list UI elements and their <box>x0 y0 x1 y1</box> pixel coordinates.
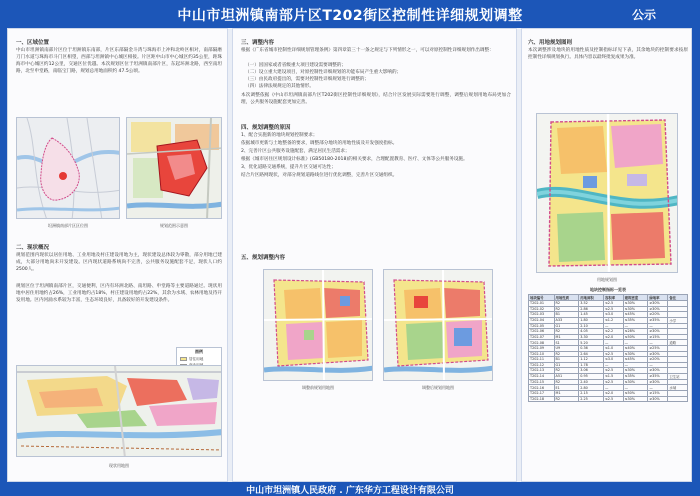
list-item: （一）因国家或者省级重大项目建设需要调整的； <box>245 63 347 68</box>
table-cell: T202-05 <box>529 323 555 329</box>
notice-label: 公示 <box>631 8 656 22</box>
location-map <box>16 117 120 219</box>
legend-title: 图例 <box>195 349 203 354</box>
table-cell: ≤2.5 <box>603 396 623 402</box>
table-cell: ≤40% <box>623 346 648 352</box>
table-cell: 小学 <box>668 317 688 323</box>
list-item: 结合片区路网现状，对部分规划道路线位进行优化调整，完善片区交通组织。 <box>241 173 398 178</box>
list-item: 3、优化道路交通系统，提升片区交通可达性； <box>241 165 336 170</box>
table-cell: — <box>603 340 623 346</box>
table-cell: G1 <box>554 362 579 368</box>
section-title: 五、规划调整内容 <box>241 255 286 261</box>
table-cell: 5.20 <box>579 340 604 346</box>
table-caption: 地块控制指标一览表 <box>590 287 626 292</box>
adjustment-conditions-list <box>245 62 511 90</box>
table-cell: B1 <box>554 357 579 363</box>
table-cell: 3.06 <box>579 368 604 374</box>
table-cell: R2 <box>554 351 579 357</box>
table-cell: 1.80 <box>579 317 604 323</box>
table-cell: — <box>623 385 648 391</box>
footer-bar <box>0 482 700 496</box>
table-cell: R2 <box>554 396 579 402</box>
table-cell: 2.64 <box>579 351 604 357</box>
current-land-use-map <box>16 365 222 457</box>
table-cell: ≥20% <box>648 312 668 318</box>
legend-label: 居住用地 <box>189 356 204 361</box>
section-title: 二、现状概况 <box>16 245 50 251</box>
table-cell: — <box>648 362 668 368</box>
map-caption: 现状用地图 <box>109 463 129 468</box>
table-cell: ≤30% <box>623 396 648 402</box>
table-cell: 0.36 <box>579 346 604 352</box>
table-header-cell: 用地性质 <box>554 295 579 301</box>
table-cell: 1.12 <box>579 357 604 363</box>
plan-before-map <box>263 269 373 381</box>
table-cell: A51 <box>554 373 579 379</box>
section-paragraph: 本次调整依据《中山市坦洲镇南部片区T202街区控制性详细规划》，结合片区发展实际需要进行调整，调整后规划用地布局更加合理，公共服务设施配套更加完善。 <box>241 93 511 105</box>
table-cell: ≥30% <box>648 329 668 335</box>
section-paragraph: 规划区位于坦洲镇南部片区，交通便利，区内有环洲北路、南坦路、申堂路等主要道路通过。现状用地中居住用地约占26%，工业用地约占18%，村庄建设用地约占22%，其余为水域、农林用地及待开发用地。区内河涌水系较为丰富，生态环境良好，具备较好的开发建设条件。 <box>16 284 222 303</box>
table-cell: ≤1.5 <box>603 373 623 379</box>
section-paragraph: 根据《广东省城市控制性详细规划管理条例》第四章第三十一条之规定与下列情形之一，可以对原控制性详细规划作出调整： <box>241 48 494 53</box>
section-title: 四、规划调整的原因 <box>241 125 291 131</box>
table-cell: ≤30% <box>623 351 648 357</box>
list-item: 根据《城市居住区规划设计标准》(GB50180-2018)的相关要求，合理配置教育、医疗、文体等公共服务设施。 <box>241 157 468 162</box>
map-caption: 用地规划图 <box>597 277 617 282</box>
table-cell: ≤30% <box>623 306 648 312</box>
table-cell: T202-11 <box>529 357 555 363</box>
plan-after-map <box>383 269 493 381</box>
table-cell: S1 <box>554 340 579 346</box>
table-cell: ≤1.0 <box>603 346 623 352</box>
map-caption: 坦洲镇南部片区区位图 <box>48 223 88 228</box>
table-cell: 2.25 <box>579 396 604 402</box>
table-cell: 1.78 <box>579 362 604 368</box>
list-item: 1、配合实施新的地块规划控制要求； <box>241 133 318 138</box>
table-cell: 1.45 <box>579 312 604 318</box>
table-cell: — <box>623 323 648 329</box>
control-index-table <box>528 294 688 402</box>
table-cell: 3.52 <box>579 301 604 307</box>
table-cell: ≤50% <box>623 391 648 397</box>
section-title: 六、用地规划图则 <box>528 40 573 46</box>
table-cell: A33 <box>554 317 579 323</box>
table-cell: M1 <box>554 334 579 340</box>
right-stripe <box>692 28 700 482</box>
table-cell: ≤2.5 <box>603 351 623 357</box>
table-cell: ≤45% <box>623 357 648 363</box>
list-item: 2、完善片区公共服务设施配套，满足居民生活需求； <box>241 149 350 154</box>
table-row <box>529 396 688 402</box>
right-board <box>521 28 692 482</box>
table-cell: T202-16 <box>529 385 555 391</box>
middle-board <box>232 28 517 482</box>
table-cell: — <box>648 340 668 346</box>
table-cell: T202-17 <box>529 391 555 397</box>
section-paragraph: 本次调整涉及地块的用地性质及控制指标详见下表，其余地块的控制要求按原控制性详细规划执行。具体内容以最终批复成果为准。 <box>528 48 688 60</box>
table-header-cell: 容积率 <box>603 295 623 301</box>
table-cell: ≤35% <box>623 317 648 323</box>
table-cell: G1 <box>554 323 579 329</box>
table-cell: 水域 <box>668 385 688 391</box>
table-cell: T202-03 <box>529 312 555 318</box>
table-cell: 2.15 <box>579 391 604 397</box>
table-cell: ≥30% <box>648 379 668 385</box>
map-caption: 调整前规划用地图 <box>302 385 334 390</box>
table-cell: — <box>648 385 668 391</box>
table-cell: T202-14 <box>529 373 555 379</box>
table-cell: — <box>603 385 623 391</box>
table-cell: 0.95 <box>579 373 604 379</box>
table-cell: ≥30% <box>648 396 668 402</box>
table-cell: ≤2.5 <box>603 301 623 307</box>
table-cell: T202-15 <box>529 379 555 385</box>
table-cell: ≤2.0 <box>603 391 623 397</box>
table-cell: ≤2.5 <box>603 379 623 385</box>
table-cell: ≥15% <box>648 391 668 397</box>
table-cell: ≤50% <box>623 334 648 340</box>
section-title: 一、区域位置 <box>16 40 50 46</box>
table-cell: ≤2.5 <box>603 306 623 312</box>
table-cell: ≤1.2 <box>603 317 623 323</box>
table-cell: T202-09 <box>529 346 555 352</box>
table-header-cell: 地块编号 <box>529 295 555 301</box>
table-cell: T202-04 <box>529 317 555 323</box>
table-cell: T202-07 <box>529 334 555 340</box>
table-cell: ≥25% <box>648 346 668 352</box>
range-map <box>126 117 222 219</box>
table-header-cell: 备注 <box>668 295 688 301</box>
table-cell: T202-10 <box>529 351 555 357</box>
table-cell: 3.30 <box>579 334 604 340</box>
table-cell: ≥35% <box>648 317 668 323</box>
table-cell: ≥30% <box>648 368 668 374</box>
left-board <box>7 28 228 482</box>
map-caption: 调整后规划用地图 <box>422 385 454 390</box>
land-use-plan-map <box>536 113 678 273</box>
table-cell: ≥35% <box>648 373 668 379</box>
table-cell: ≤2.0 <box>603 334 623 340</box>
adjustment-reasons-list <box>241 132 511 180</box>
table-cell: T202-12 <box>529 362 555 368</box>
table-cell: 2.80 <box>579 385 604 391</box>
section-paragraph: 规划范围内现状以居住用地、工业用地及村庄建设用地为主，现状建设总体较为零散，部分用地已建成，大部分用地尚未开发建设。区内现状道路系统尚不完善，公共服务设施配套不足，现状人口约2500人。 <box>16 253 222 272</box>
table-cell: ≤3.0 <box>603 312 623 318</box>
table-cell: ≤2.2 <box>603 329 623 335</box>
section-title: 三、调整内容 <box>241 40 275 46</box>
table-cell: 卫生站 <box>668 373 688 379</box>
table-cell: — <box>648 323 668 329</box>
table-cell: 4.05 <box>579 329 604 335</box>
table-cell: E1 <box>554 385 579 391</box>
table-cell: 2.10 <box>579 323 604 329</box>
table-cell: — <box>623 362 648 368</box>
table-cell: U9 <box>554 346 579 352</box>
table-cell: 2.86 <box>579 306 604 312</box>
table-header-cell: 绿地率 <box>648 295 668 301</box>
table-cell: R2 <box>554 301 579 307</box>
list-item: 依据城市更新与土地整备的要求，调整部分地块的用地性质及开发强度指标。 <box>241 141 398 146</box>
table-cell: T202-02 <box>529 306 555 312</box>
table-cell: T202-08 <box>529 340 555 346</box>
table-cell: T202-13 <box>529 368 555 374</box>
table-cell: R2 <box>554 379 579 385</box>
map-caption: 规划范围示意图 <box>160 223 188 228</box>
table-header-cell: 用地面积 <box>579 295 604 301</box>
table-cell: ≤30% <box>623 301 648 307</box>
section-paragraph: 中山市坦洲镇南部片区位于坦洲镇东南部，片区东部隔金斗湾与珠海市上冲和北岭区相对，南部隔磨刀门水道与珠海市斗门区相望，西部与坦洲镇中心城区相接。片区距中山市中心城区约35公里，距珠海市中心城区约12公里，交通区位优越。本次规划区位于坦洲镇南部片区，东起环洲北路，西至南坦路，北至申堂路，南临宝门路，规划总用地面积约 47.5公顷。 <box>16 48 222 74</box>
table-cell: — <box>603 323 623 329</box>
table-cell: T202-18 <box>529 396 555 402</box>
table-cell: ≤28% <box>623 329 648 335</box>
table-cell: T202-06 <box>529 329 555 335</box>
table-cell: ≥15% <box>648 334 668 340</box>
table-cell: ≤3.0 <box>603 357 623 363</box>
table-header-cell: 建筑密度 <box>623 295 648 301</box>
table-cell: ≥20% <box>648 357 668 363</box>
table-cell: T202-01 <box>529 301 555 307</box>
header-bar <box>0 0 700 28</box>
table-cell: 2.40 <box>579 379 604 385</box>
table-cell: ≤35% <box>623 373 648 379</box>
table-cell: ≤45% <box>623 312 648 318</box>
list-item: （二）设立重大建设项目，对原控制性详细规划的功能布局产生重大影响的； <box>245 70 402 75</box>
list-item: （三）由民政府提出的，需要对控制性详细规划进行调整的； <box>245 77 370 82</box>
table-cell: R2 <box>554 329 579 335</box>
table-cell: R2 <box>554 306 579 312</box>
table-cell: ≤30% <box>623 379 648 385</box>
table-cell: — <box>603 362 623 368</box>
footer-text: 中山市坦洲镇人民政府 . 广东华方工程设计有限公司 <box>246 486 454 496</box>
table-cell: B1 <box>554 312 579 318</box>
legend-swatch <box>180 357 187 361</box>
table-cell: ≤2.5 <box>603 368 623 374</box>
page-title: 中山市坦洲镇南部片区T202街区控制性详细规划调整 <box>177 8 523 24</box>
table-cell: ≥30% <box>648 306 668 312</box>
table-cell: M1 <box>554 391 579 397</box>
list-item: （四）法律法规规定的其他情形。 <box>245 84 314 89</box>
table-cell: R2 <box>554 368 579 374</box>
table-cell: ≤30% <box>623 368 648 374</box>
table-cell: ≥30% <box>648 351 668 357</box>
table-cell: ≥30% <box>648 301 668 307</box>
table-cell: — <box>623 340 648 346</box>
table-cell <box>668 396 688 402</box>
left-stripe <box>0 28 7 482</box>
table-cell: 道路 <box>668 340 688 346</box>
